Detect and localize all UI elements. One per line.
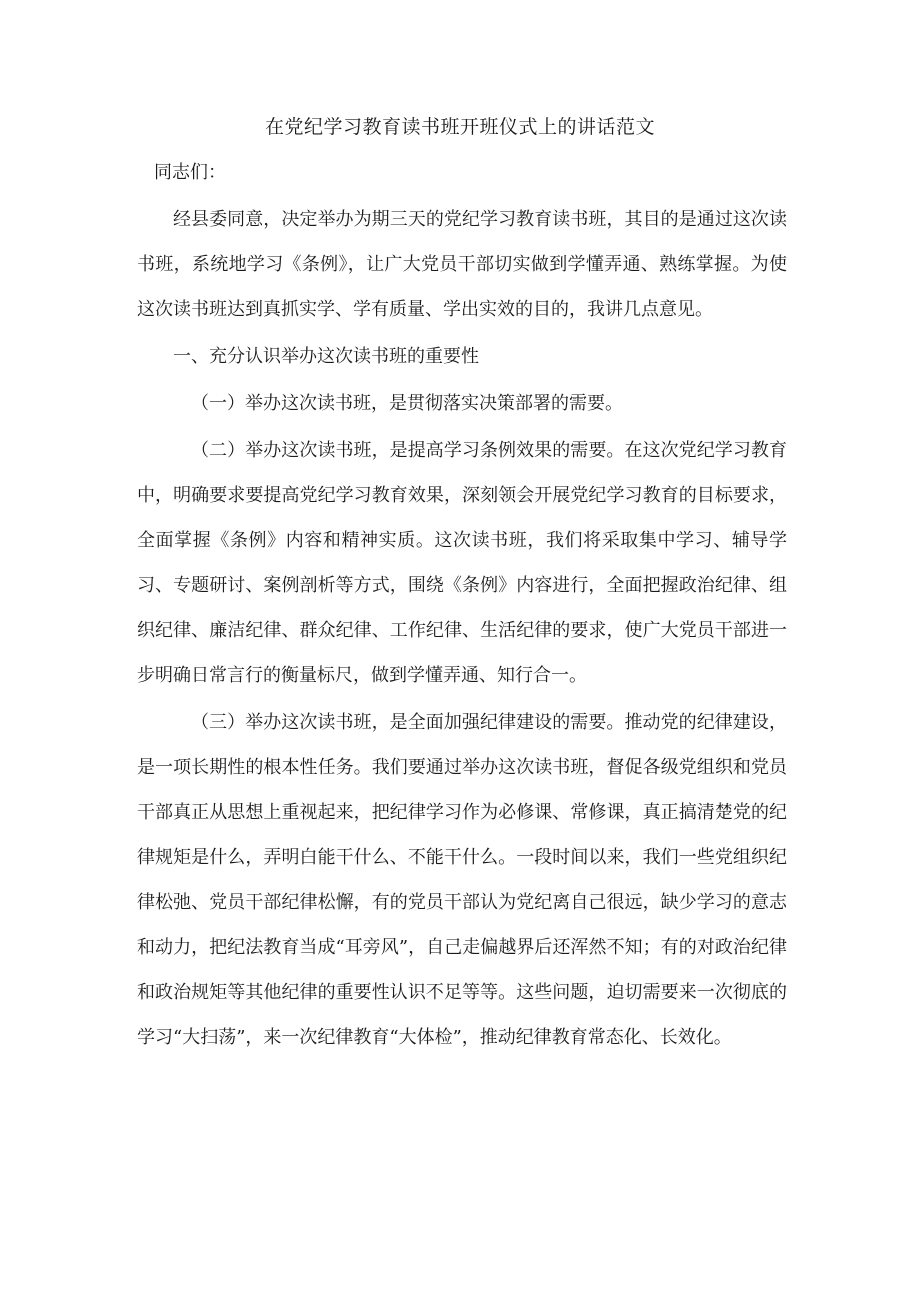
document-body xyxy=(137,150,787,1060)
subsection-1: （一）举办这次读书班，是贯彻落实决策部署的需要。 xyxy=(191,393,623,414)
document-title: 在党纪学习教育读书班开班仪式上的讲话范文 xyxy=(264,116,655,138)
subsection-3: （三）举办这次读书班，是全面加强纪律建设的需要。推动党的纪律建设，是一项长期性的根本性任务。我们要通过举办这次读书班，督促各级党组织和党员干部真正从思想上重视起来，把纪律学习作为必修课、常修课，真正搞清楚党的纪律规矩是什么，弄明白能干什么、不能干什么。一段时间以来，我们一些党组织纪律松弛、党员干部纪律松懈，有的党员干部认为党纪离自己很远，缺少学习的意志和动力，把纪法教育当成“耳旁风”，自己走偏越界后还浑然不知；有的对政治纪律和政治规矩等其他纪律的重要性认识不足等等。这些问题，迫切需要来一次彻底的学习“大扫荡”，来一次纪律教育“大体检”，推动纪律教育常态化、长效化。 xyxy=(137,712,787,1048)
subsection-2: （二）举办这次读书班，是提高学习条例效果的需要。在这次党纪学习教育中，明确要求要提高党纪学习教育效果，深刻领会开展党纪学习教育的目标要求，全面掌握《条例》内容和精神实质。这次读书班，我们将采取集中学习、辅导学习、专题研讨、案例剖析等方式，围绕《条例》内容进行，全面把握政治纪律、组织纪律、廉洁纪律、群众纪律、工作纪律、生活纪律的要求，使广大党员干部进一步明确日常言行的衡量标尺，做到学懂弄通、知行合一。 xyxy=(137,440,787,686)
section-heading-1: 一、充分认识举办这次读书班的重要性 xyxy=(173,346,479,367)
paragraph-intro: 经县委同意，决定举办为期三天的党纪学习教育读书班，其目的是通过这次读书班，系统地学习《条例》，让广大党员干部切实做到学懂弄通、熟练掌握。为使这次读书班达到真抓实学、学有质量、学出实效的目的，我讲几点意见。 xyxy=(137,209,787,320)
salutation: 同志们： xyxy=(154,162,226,183)
